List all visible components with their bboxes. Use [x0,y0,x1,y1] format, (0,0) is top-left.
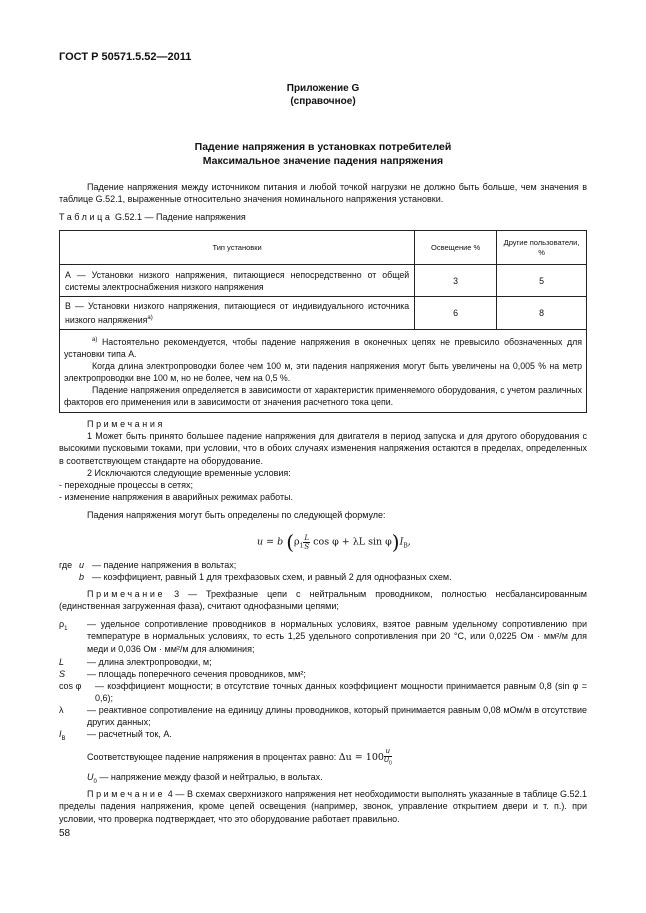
formula-frac-num: L [304,533,310,542]
percent-formula-line [87,748,392,767]
formula-close-paren: ) [391,530,400,554]
row-b-type [60,297,415,330]
formula-frac-den: S [304,542,310,551]
formula-rho-sub: 1 [299,542,304,550]
table-footnotes [60,329,587,412]
percent-fraction [384,748,392,767]
note-2: 2 Исключаются следующие временные условия: [87,468,291,478]
header-lighting: Освещение % [415,231,497,265]
where-u-text: — падение напряжения в вольтах; [92,560,237,570]
annex-subtitle: (справочное) [290,96,356,107]
table-caption-rest: G.52.1 — Падение напряжения [115,212,246,222]
footnote-3: Падение напряжения определяется в зависимости от характеристик применяемого оборудования, с учетом различных факторов его применения или в зависимости от значения расчетного тока цепи. [64,384,582,407]
footnote-1 [64,334,582,360]
annex-title: Приложение G [286,83,360,94]
footnote-1-text: Настоятельно рекомендуется, чтобы падение напряжения в оконечных цепях не превысило обозначенных для установки типа А. [64,336,583,359]
percent-den-sub: 0 [388,760,392,767]
document-header: ГОСТ Р 50571.5.52—2011 [59,51,192,63]
where-u-symbol [79,559,84,571]
u-symbol: u [79,560,85,570]
percent-den-sym: U [383,757,389,764]
notes-heading: Примечания [87,419,165,429]
intro-paragraph: Падение напряжения между источником питания и любой точкой нагрузки не должно быть больше, чем значения в таблице G.52.1, выраженные относительно значения номинального напряжения установки. [59,182,587,205]
note-3 [59,588,587,613]
note-3-label: Примечание [87,589,166,599]
row-b-lighting: 6 [415,297,497,330]
note-2-item-2: - изменение напряжения в аварийных режимах работы. [59,492,294,502]
u0-text: — напряжение между фазой и нейтралью, в вольтах. [99,772,323,782]
legend-cos-symbol: cos φ [59,681,82,691]
row-a-other: 5 [497,265,587,297]
row-a-lighting: 3 [415,265,497,297]
table-caption-prefix: Таблица [59,212,113,222]
legend-rho-symbol [59,618,67,635]
formula-tail: I [399,536,404,548]
formula-lhs: u = b [257,536,284,548]
IB-sub: B [61,735,66,742]
row-b-footnote-mark: а) [147,315,153,321]
legend-lambda-text: — реактивное сопротивление на единицу длины проводников, который принимается равным 0,08 мОм/м в отсутствие других данных; [87,705,587,728]
voltage-drop-formula [257,530,411,554]
where-b-text: — коэффициент, равный 1 для трехфазовых схем, и равный 2 для однофазных схем. [92,572,452,582]
legend-L-text: — длина электропроводки, м; [87,657,212,667]
note-2-item-1: - переходные процессы в сетях; [59,480,193,490]
voltage-drop-table [59,230,587,413]
footnote-2: Когда длина электропроводки более чем 100 м, эти падения напряжения могут быть увеличены на 0,005 % на метр электропроводки вне 100 м, но не более, чем на 0,5 %. [64,360,582,383]
u0-sub: 0 [93,778,97,785]
legend-S-symbol: S [59,669,66,679]
formula-open-paren: ( [286,530,295,554]
legend-cos [59,680,587,706]
rho-symbol: ρ [59,619,65,629]
legend-L-symbol: L [59,657,65,667]
table-footnote-row [60,329,587,412]
table-header-row [60,231,587,265]
legend-rho-text: — удельное сопротивление проводников в нормальных условиях, взятое равным удельному сопротивлению при температуре в нормальных условиях, то есть 1,25 удельного сопротивления при 20 °С, или 0,0225 Ом · мм²/м для меди и 0,036 Ом · мм²/м для алюминия; [87,619,587,654]
legend-rho [59,618,587,658]
footnote-mark: а) [92,336,98,343]
percent-frac-num: u [385,748,390,755]
table-caption [59,212,246,222]
note-4-text: 4 — В схемах сверхнизкого напряжения нет необходимости выполнять указанные в таблице G.52.1 пределы падения напряжения, кроме цепей освещения (например, звонок, управление открытием двери и т. п.). при условии, что проверка подтверждает, что это оборудование работает правильно. [59,789,587,824]
formula-end: , [407,536,411,548]
legend-lambda [59,704,587,730]
row-b-type-text: В — Установки низкого напряжения, питающиеся от индивидуального источника низкого напряжения [65,301,410,325]
row-b-other: 8 [497,297,587,330]
legend-cos-text: — коэффициент мощности; в отсутствие точных данных коэффициент мощности принимается равным 0,8 (sin φ = 0,6); [95,681,587,704]
page-number: 58 [59,828,71,839]
where-b-symbol [79,571,84,583]
formula-fraction [303,534,310,551]
formula-rho: ρ [294,536,300,548]
note-4-label: Примечание [87,789,166,799]
section-subtitle: Максимальное значение падения напряжения [202,155,444,167]
legend-S-text: — площадь поперечного сечения проводников, мм²; [87,669,306,679]
legend-IB-text: — расчетный ток, А. [87,729,172,739]
legend-IB [59,728,587,741]
note-1: 1 Может быть принято большее падение напряжения для двигателя в период запуска и для другого оборудования с высокими пусковыми токами, при условии, что в обоих случаях изменения напряжения остаются в пределах, определенных в соответствующем стандарте на оборудование. [59,431,587,466]
legend-IB-symbol [59,728,66,745]
u0-symbol: U [87,772,94,782]
section-title: Падение напряжения в установках потребителей [194,141,452,153]
b-symbol: b [79,572,85,582]
note-3-text: 3 — Трехфазные цепи с нейтральным проводником, полностью несбалансированным (единственная загруженная фаза), считают однофазными цепями; [59,589,587,612]
percent-frac-den [384,757,392,767]
note-4 [59,788,587,825]
where-label: где [59,560,73,570]
formula-intro: Падения напряжения могут быть определены по следующей формуле: [87,510,386,520]
table-row [60,297,587,330]
rho-sub: 1 [64,625,68,632]
header-other-users: Другие пользователи, % [497,231,587,265]
percent-formula: Δu = 100 [338,752,384,764]
table-row [60,265,587,297]
formula-mid: cos φ + λL sin φ [313,536,392,548]
IB-symbol: I [59,729,62,739]
formula-tail-sub: B [403,542,408,550]
u0-definition [87,771,323,788]
row-a-type: А — Установки низкого напряжения, питающиеся непосредственно от общей системы электроснабжения низкого напряжения [60,265,415,297]
header-installation-type: Тип установки [60,231,415,265]
percent-text: Соответствующее падение напряжения в процентах равно: [87,752,337,763]
legend-lambda-symbol: λ [59,705,64,715]
